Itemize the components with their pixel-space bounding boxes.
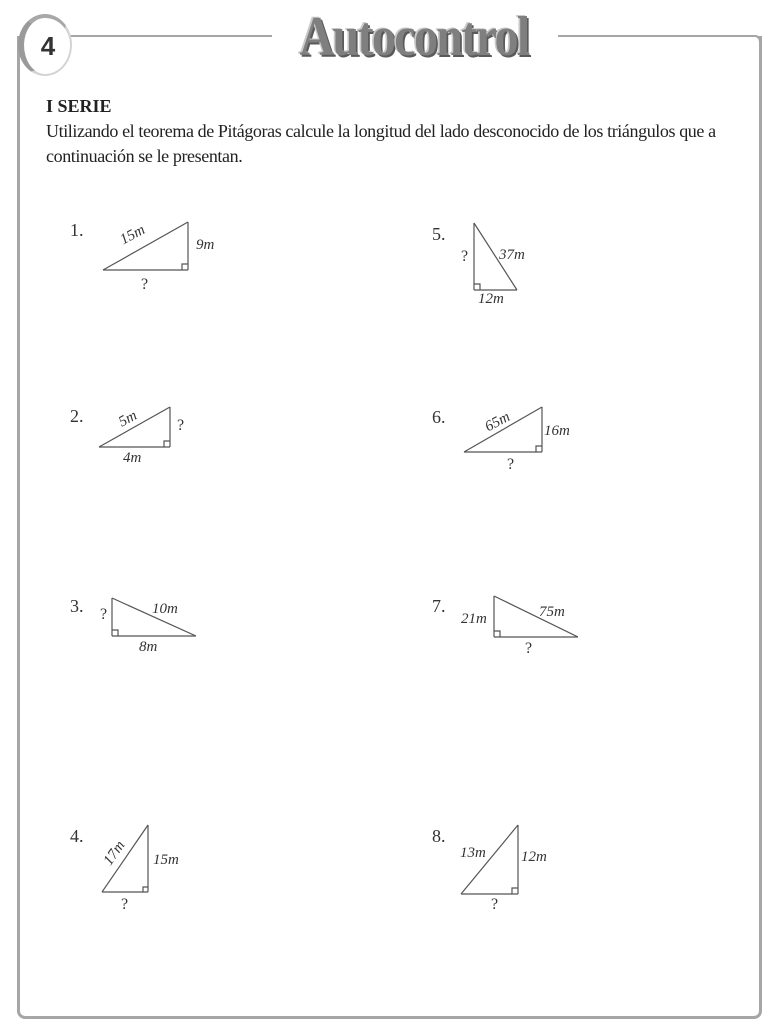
horizontal-side-label: 12m [478,291,504,307]
vertical-side-label: ? [177,417,185,434]
problem-number: 3. [70,596,84,616]
hypotenuse-label: 15m [117,221,148,249]
horizontal-side-label: ? [141,276,149,293]
vertical-side-label: 21m [461,611,487,627]
horizontal-side-label: ? [121,896,129,913]
problem-number: 7. [432,596,446,616]
hypotenuse-label: 13m [460,845,486,861]
horizontal-side-label: 4m [123,450,142,466]
horizontal-side-label: ? [507,456,515,473]
vertical-side-label: ? [100,606,108,623]
section-instructions: Utilizando el teorema de Pitágoras calcule la longitud del lado desconocido de los triángulos que a continuación se le presentan. [46,121,716,166]
chapter-number: 4 [40,30,56,61]
vertical-side-label: 12m [521,849,547,865]
vertical-side-label: 16m [544,423,570,439]
hypotenuse-label: 75m [539,604,565,620]
hypotenuse-label: 37m [499,247,525,263]
section-heading: I SERIE [46,96,112,116]
horizontal-side-label: ? [491,896,499,913]
hypotenuse-label: 65m [482,408,513,436]
vertical-side-label: 15m [153,852,179,868]
horizontal-side-label: ? [525,640,533,657]
hypotenuse-label: 10m [152,601,178,617]
problem-number: 6. [432,407,446,427]
problem-number: 1. [70,220,84,240]
problem-number: 8. [432,826,446,846]
horizontal-side-label: 8m [139,639,158,655]
hypotenuse-label: 17m [100,838,129,869]
vertical-side-label: ? [461,248,469,265]
vertical-side-label: 9m [196,237,215,253]
problem-number: 2. [70,406,84,426]
page-title: Autocontrol [288,2,539,72]
hypotenuse-label: 5m [116,407,140,431]
problem-number: 4. [70,826,84,846]
problem-number: 5. [432,224,446,244]
